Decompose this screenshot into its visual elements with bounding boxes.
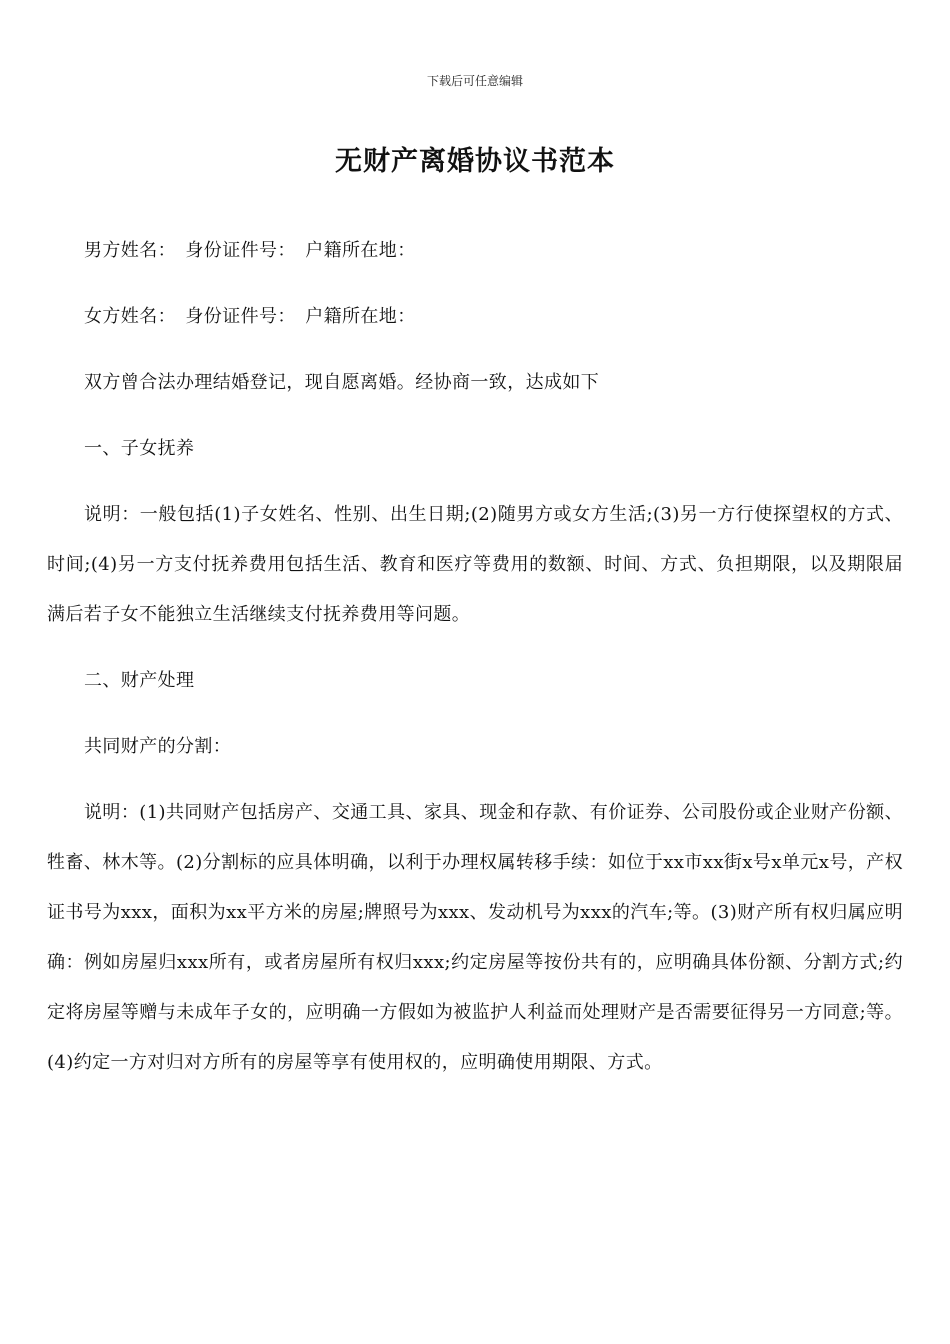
section-heading-child-custody: 一、子女抚养: [84, 438, 195, 459]
female-party-info: 女方姓名： 身份证件号： 户籍所在地：: [84, 306, 416, 327]
male-party-info: 男方姓名： 身份证件号： 户籍所在地：: [84, 240, 416, 261]
header-note: 下载后可任意编辑: [426, 74, 523, 88]
child-custody-note: 说明：一般包括(1)子女姓名、性别、出生日期;(2)随男方或女方生活;(3)另一方行使探望权的方式、时间;(4)另一方支付抚养费用包括生活、教育和医疗等费用的数额、时间、方式、负担期限，以及期限届满后若子女不能独立生活继续支付抚养费用等问题。: [47, 504, 903, 625]
property-division-note: 说明：(1)共同财产包括房产、交通工具、家具、现金和存款、有价证券、公司股份或企业财产份额、牲畜、林木等。(2)分割标的应具体明确，以利于办理权属转移手续：如位于xx市xx街x号x单元x号，产权证书号为xxx，面积为xx平方米的房屋;牌照号为xxx、发动机号为xxx的汽车;等。(3)财产所有权归属应明确：例如房屋归xxx所有，或者房屋所有权归xxx;约定房屋等按份共有的，应明确具体份额、分割方式;约定将房屋等赠与未成年子女的，应明确一方假如为被监护人利益而处理财产是否需要征得另一方同意;等。(4)约定一方对归对方所有的房屋等享有使用权的，应明确使用期限、方式。: [47, 802, 903, 1073]
joint-property-label: 共同财产的分割：: [84, 736, 232, 757]
document-title: 无财产离婚协议书范本: [335, 146, 615, 177]
document-body: [47, 226, 903, 1104]
agreement-intro: 双方曾合法办理结婚登记，现自愿离婚。经协商一致，达成如下: [84, 372, 600, 393]
section-heading-property: 二、财产处理: [84, 670, 195, 691]
